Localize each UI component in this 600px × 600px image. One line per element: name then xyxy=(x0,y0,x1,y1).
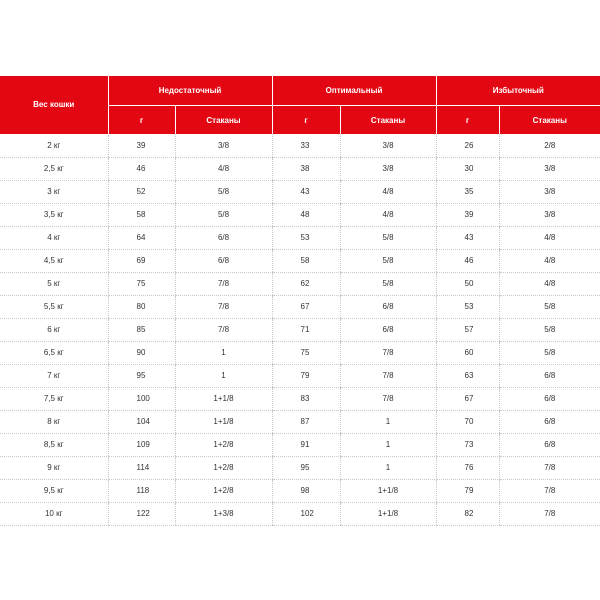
optimal-cups-cell: 7/8 xyxy=(340,364,436,387)
underweight-grams-cell: 100 xyxy=(108,387,175,410)
underweight-grams-cell: 52 xyxy=(108,180,175,203)
overweight-cups-cell: 7/8 xyxy=(499,479,600,502)
underweight-cups-cell: 1+1/8 xyxy=(175,410,272,433)
underweight-cups-cell: 6/8 xyxy=(175,226,272,249)
optimal-cups-cell: 1 xyxy=(340,456,436,479)
optimal-grams-cell: 75 xyxy=(272,341,340,364)
cat-weight-cell: 4 кг xyxy=(0,226,108,249)
underweight-grams-cell: 46 xyxy=(108,157,175,180)
underweight-grams-cell: 109 xyxy=(108,433,175,456)
optimal-grams-cell: 95 xyxy=(272,456,340,479)
table-row xyxy=(0,410,600,433)
table-row xyxy=(0,433,600,456)
feeding-table xyxy=(0,76,600,526)
overweight-grams-cell: 73 xyxy=(436,433,499,456)
table-row xyxy=(0,387,600,410)
optimal-grams-cell: 71 xyxy=(272,318,340,341)
table-row xyxy=(0,318,600,341)
cat-weight-cell: 6,5 кг xyxy=(0,341,108,364)
underweight-grams-cell: 64 xyxy=(108,226,175,249)
optimal-grams-cell: 58 xyxy=(272,249,340,272)
optimal-grams-cell: 79 xyxy=(272,364,340,387)
underweight-cups-cell: 1 xyxy=(175,341,272,364)
overweight-grams-cell: 79 xyxy=(436,479,499,502)
optimal-grams-cell: 91 xyxy=(272,433,340,456)
underweight-cups-cell: 1+3/8 xyxy=(175,502,272,525)
overweight-cups-cell: 3/8 xyxy=(499,203,600,226)
underweight-cups-cell: 1+2/8 xyxy=(175,479,272,502)
optimal-grams-cell: 98 xyxy=(272,479,340,502)
underweight-cups-cell: 3/8 xyxy=(175,134,272,157)
optimal-group-header: Оптимальный xyxy=(272,76,436,106)
overweight-cups-cell: 4/8 xyxy=(499,226,600,249)
optimal-cups-cell: 1+1/8 xyxy=(340,502,436,525)
overweight-cups-cell: 2/8 xyxy=(499,134,600,157)
cat-weight-cell: 5 кг xyxy=(0,272,108,295)
cat-weight-cell: 9 кг xyxy=(0,456,108,479)
cat-weight-cell: 4,5 кг xyxy=(0,249,108,272)
table-row xyxy=(0,203,600,226)
cat-weight-cell: 5,5 кг xyxy=(0,295,108,318)
cat-weight-cell: 2 кг xyxy=(0,134,108,157)
table-row xyxy=(0,456,600,479)
overweight-cups-cell: 5/8 xyxy=(499,295,600,318)
overweight-cups-cell: 6/8 xyxy=(499,364,600,387)
overweight-grams-cell: 76 xyxy=(436,456,499,479)
cat-weight-cell: 2,5 кг xyxy=(0,157,108,180)
underweight-grams-cell: 114 xyxy=(108,456,175,479)
cat-weight-cell: 3,5 кг xyxy=(0,203,108,226)
optimal-cups-cell: 5/8 xyxy=(340,249,436,272)
overweight-cups-cell: 5/8 xyxy=(499,318,600,341)
cat-weight-cell: 7,5 кг xyxy=(0,387,108,410)
underweight-cups-cell: 1+2/8 xyxy=(175,456,272,479)
optimal-cups-cell: 7/8 xyxy=(340,341,436,364)
overweight-grams-cell: 39 xyxy=(436,203,499,226)
weight-column-header: Вес кошки xyxy=(0,76,108,134)
overweight-grams-cell: 60 xyxy=(436,341,499,364)
optimal-grams-cell: 38 xyxy=(272,157,340,180)
optimal-cups-cell: 5/8 xyxy=(340,226,436,249)
table-row xyxy=(0,249,600,272)
overweight-cups-cell: 6/8 xyxy=(499,433,600,456)
overweight-grams-cell: 30 xyxy=(436,157,499,180)
optimal-grams-cell: 43 xyxy=(272,180,340,203)
table-row xyxy=(0,341,600,364)
optimal-cups-cell: 3/8 xyxy=(340,134,436,157)
underweight-cups-cell: 6/8 xyxy=(175,249,272,272)
overweight-grams-cell: 53 xyxy=(436,295,499,318)
underweight-cups-cell: 5/8 xyxy=(175,203,272,226)
underweight-cups-cell: 1+2/8 xyxy=(175,433,272,456)
table-row xyxy=(0,502,600,525)
underweight-cups-header: Стаканы xyxy=(175,106,272,135)
cat-weight-cell: 7 кг xyxy=(0,364,108,387)
cat-weight-cell: 9,5 кг xyxy=(0,479,108,502)
cat-weight-cell: 8,5 кг xyxy=(0,433,108,456)
table-row xyxy=(0,134,600,157)
underweight-cups-cell: 7/8 xyxy=(175,272,272,295)
optimal-cups-cell: 5/8 xyxy=(340,272,436,295)
optimal-grams-cell: 87 xyxy=(272,410,340,433)
table-row xyxy=(0,479,600,502)
table-row xyxy=(0,180,600,203)
optimal-grams-cell: 102 xyxy=(272,502,340,525)
optimal-grams-cell: 67 xyxy=(272,295,340,318)
overweight-group-header: Избыточный xyxy=(436,76,600,106)
underweight-cups-cell: 1 xyxy=(175,364,272,387)
overweight-cups-cell: 5/8 xyxy=(499,341,600,364)
underweight-grams-cell: 39 xyxy=(108,134,175,157)
table-row xyxy=(0,226,600,249)
underweight-grams-cell: 104 xyxy=(108,410,175,433)
overweight-cups-cell: 7/8 xyxy=(499,502,600,525)
overweight-grams-cell: 35 xyxy=(436,180,499,203)
optimal-cups-header: Стаканы xyxy=(340,106,436,135)
overweight-grams-cell: 46 xyxy=(436,249,499,272)
overweight-cups-cell: 6/8 xyxy=(499,387,600,410)
optimal-cups-cell: 4/8 xyxy=(340,203,436,226)
overweight-grams-header: г xyxy=(436,106,499,135)
underweight-grams-cell: 90 xyxy=(108,341,175,364)
overweight-cups-cell: 7/8 xyxy=(499,456,600,479)
underweight-grams-cell: 75 xyxy=(108,272,175,295)
overweight-grams-cell: 67 xyxy=(436,387,499,410)
optimal-cups-cell: 6/8 xyxy=(340,318,436,341)
cat-weight-cell: 6 кг xyxy=(0,318,108,341)
optimal-cups-cell: 4/8 xyxy=(340,180,436,203)
table-row xyxy=(0,157,600,180)
underweight-cups-cell: 1+1/8 xyxy=(175,387,272,410)
overweight-grams-cell: 43 xyxy=(436,226,499,249)
optimal-cups-cell: 7/8 xyxy=(340,387,436,410)
overweight-cups-cell: 4/8 xyxy=(499,272,600,295)
underweight-grams-cell: 122 xyxy=(108,502,175,525)
underweight-cups-cell: 7/8 xyxy=(175,318,272,341)
overweight-grams-cell: 57 xyxy=(436,318,499,341)
table-header xyxy=(0,76,600,134)
underweight-grams-cell: 69 xyxy=(108,249,175,272)
optimal-grams-header: г xyxy=(272,106,340,135)
underweight-grams-header: г xyxy=(108,106,175,135)
overweight-grams-cell: 26 xyxy=(436,134,499,157)
overweight-cups-cell: 4/8 xyxy=(499,249,600,272)
underweight-cups-cell: 4/8 xyxy=(175,157,272,180)
overweight-cups-cell: 3/8 xyxy=(499,157,600,180)
optimal-grams-cell: 83 xyxy=(272,387,340,410)
table-body xyxy=(0,134,600,525)
optimal-grams-cell: 62 xyxy=(272,272,340,295)
optimal-grams-cell: 33 xyxy=(272,134,340,157)
cat-weight-cell: 3 кг xyxy=(0,180,108,203)
optimal-cups-cell: 1+1/8 xyxy=(340,479,436,502)
underweight-grams-cell: 58 xyxy=(108,203,175,226)
optimal-cups-cell: 3/8 xyxy=(340,157,436,180)
optimal-grams-cell: 53 xyxy=(272,226,340,249)
underweight-group-header: Недостаточный xyxy=(108,76,272,106)
underweight-cups-cell: 5/8 xyxy=(175,180,272,203)
optimal-cups-cell: 6/8 xyxy=(340,295,436,318)
underweight-grams-cell: 80 xyxy=(108,295,175,318)
optimal-grams-cell: 48 xyxy=(272,203,340,226)
header-group-row xyxy=(0,76,600,106)
overweight-grams-cell: 50 xyxy=(436,272,499,295)
overweight-cups-cell: 3/8 xyxy=(499,180,600,203)
cat-weight-cell: 8 кг xyxy=(0,410,108,433)
underweight-cups-cell: 7/8 xyxy=(175,295,272,318)
table-row xyxy=(0,272,600,295)
overweight-cups-cell: 6/8 xyxy=(499,410,600,433)
overweight-cups-header: Стаканы xyxy=(499,106,600,135)
overweight-grams-cell: 70 xyxy=(436,410,499,433)
underweight-grams-cell: 118 xyxy=(108,479,175,502)
table-row xyxy=(0,364,600,387)
optimal-cups-cell: 1 xyxy=(340,410,436,433)
table-row xyxy=(0,295,600,318)
overweight-grams-cell: 63 xyxy=(436,364,499,387)
optimal-cups-cell: 1 xyxy=(340,433,436,456)
underweight-grams-cell: 85 xyxy=(108,318,175,341)
underweight-grams-cell: 95 xyxy=(108,364,175,387)
overweight-grams-cell: 82 xyxy=(436,502,499,525)
cat-weight-cell: 10 кг xyxy=(0,502,108,525)
